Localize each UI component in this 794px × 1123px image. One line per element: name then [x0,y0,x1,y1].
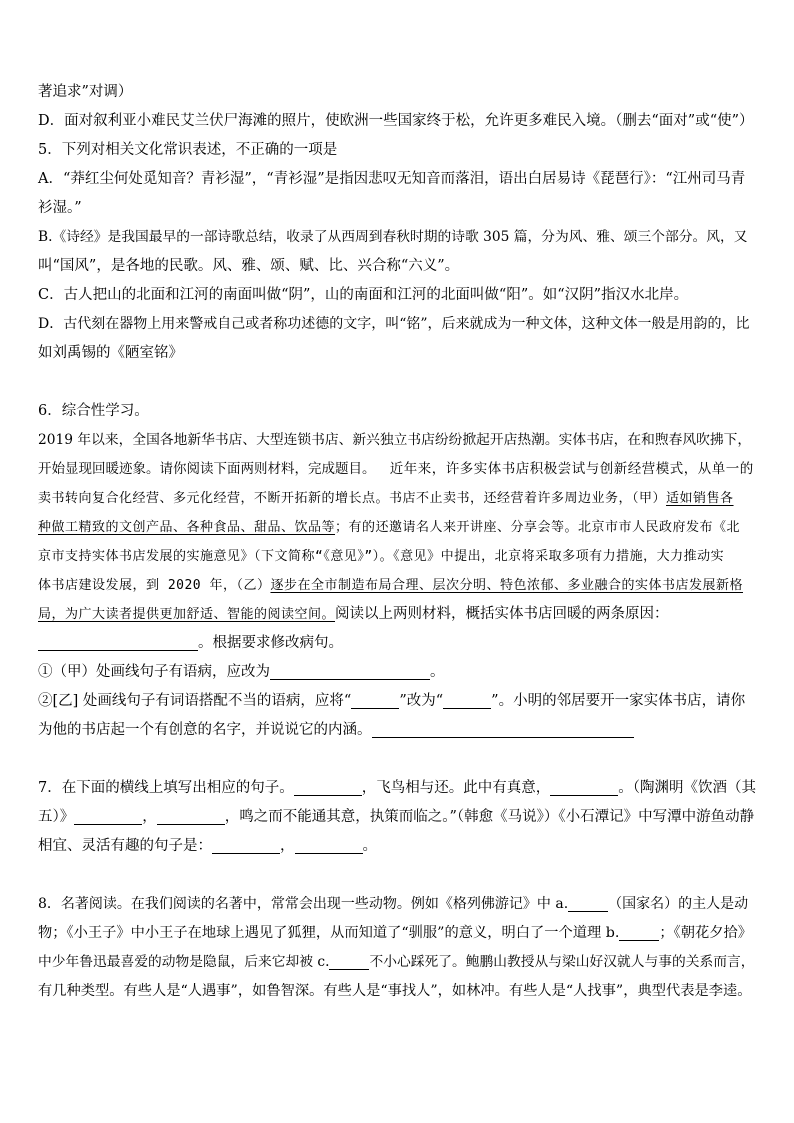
prompt-text: 中少年鲁迅最喜爱的动物是隐鼠，后来它却被 c. [38,954,330,970]
prompt-text: 阅读以上两则材料，概括实体书店回暖的两条原因： [335,606,669,622]
question-6-stem: 6．综合性学习。 [38,403,149,419]
question-8-line: 有几种类型。有些人是“人遇事”，如鲁智深。有些人是“事找人”，如林冲。有些人是“人找事”，典型代表是李逵。 [38,983,752,999]
prompt-text: 相宜、灵活有趣的句子是： [38,838,212,854]
prompt-text: 不小心踩死了。鲍鹏山教授从与梁山好汉就人与事的关系而言， [369,954,755,970]
prompt-text: ，飞鸟相与还。此中有真意， [361,780,551,796]
prompt-text: ；《朝花夕拾》 [659,925,753,941]
answer-blank[interactable] [38,634,198,651]
question-7-line [38,774,758,803]
answer-blank[interactable] [212,837,280,854]
question-7-stem: 7．在下面的横线上填写出相应的句子。 [38,780,294,796]
option-a-line: A．“莽红尘何处觅知音？青衫湿”，“青衫湿”是指因悲叹无知音而落泪，语出白居易诗《琵琶行》：“江州司马青 [38,171,746,187]
question-8-stem: 8．名著阅读。在我们阅读的名著中，常常会出现一些动物。例如《格列佛游记》中 a. [38,896,569,912]
prompt-text: 。 [362,838,377,854]
paragraph-text: 开始显现回暖迹象。请你阅读下面两则材料，完成题目。 [38,461,376,477]
answer-line [38,629,758,658]
material-line [38,513,758,542]
material-text: 卖书转向复合化经营、多元化经营，不断开拓新的增长点。书店不止卖书，还经营着许多周边业务，（甲） [38,491,667,506]
prompt-text: 五）》 [38,809,75,825]
prompt-text: ”。小明的邻居要开一家实体书店，请你 [491,693,746,709]
answer-blank[interactable] [294,779,362,796]
answer-blank[interactable] [443,692,491,709]
question-8-line [38,919,758,948]
material-line [38,484,758,513]
option-c-line: C．古人把山的北面和江河的南面叫做“阴”，山的南面和江河的北面叫做“阳”。如“汉阴”指汉水北岸。 [38,287,689,303]
question-7-line [38,803,758,832]
paragraph-line [38,455,758,484]
answer-line [38,716,758,745]
underlined-sentence-jia: 种做工精致的文创产品、各种食品、甜品、饮品等 [38,520,336,535]
prompt-text: 。（陶渊明《饮酒（其 [618,780,756,796]
answer-blank[interactable] [619,924,659,941]
option-d-line: D．面对叙利亚小难民艾兰伏尸海滩的照片，使欧洲一些国家终于松，允许更多难民入境。（删去“面对”或“使”） [38,113,754,129]
answer-blank[interactable] [372,721,634,738]
question-8-line [38,948,758,977]
prompt-text: （国家名）的主人是动 [608,896,749,912]
option-b-line: B.《诗经》是我国最早的一部诗歌总结，收录了从西周到春秋时期的诗歌 305 篇，分为风、雅、颂三个部分。风，又 [38,229,748,245]
option-d-line: 如刘禹锡的《陋室铭》 [38,345,183,361]
prompt-text: ”改为“ [399,693,444,709]
document-page [38,78,758,1006]
material-line [38,571,758,600]
answer-blank[interactable] [157,808,225,825]
material-text: ；有的还邀请名人来开讲座、分享会等。北京市市人民政府发布《北 [335,520,741,535]
question-5-stem: 5．下列对相关文化常识表述，不正确的一项是 [38,142,338,158]
material-text: 体书店建设发展，到 2020 年，（乙） [38,578,271,593]
prompt-text: 。 [430,664,445,680]
material-line [38,600,758,629]
prompt-text: ②[乙] 处画线句子有词语搭配不当的语病，应将“ [38,693,352,709]
answer-blank[interactable] [329,953,369,970]
option-d-line: D．古代刻在器物上用来警戒自己或者称功述德的文字，叫“铭”，后来就成为一种文体，这种文体一般是用韵的，比 [38,316,750,332]
answer-line [38,687,758,716]
answer-blank[interactable] [295,837,363,854]
answer-blank[interactable] [568,895,608,912]
prompt-text: ， [142,809,157,825]
option-b-line: 叫“国风”，是各地的民歌。风、雅、颂、赋、比、兴合称“六义”。 [38,258,460,274]
underlined-sentence-yi: 逐步在全市制造布局合理、层次分明、特色浓郁、多业融合的实体书店发展新格 [270,578,743,593]
prompt-text: ，鸣之而不能通其意，执策而临之。”（韩愈《马说》）《小石潭记》中写潭中游鱼动静 [224,809,755,825]
answer-line [38,658,758,687]
underlined-sentence-yi: 局，为广大读者提供更加舒适、智能的阅读空间。 [38,607,336,622]
material-text: 近年来，许多实体书店积极尝试与创新经营模式，从单一的 [389,461,754,477]
question-7-line [38,832,758,861]
option-a-line: 衫湿。” [38,200,82,216]
prompt-text: 为他的书店起一个有创意的名字，并说说它的内涵。 [38,722,372,738]
prompt-text: ①（甲）处画线句子有语病，应改为 [38,664,270,680]
answer-blank[interactable] [351,692,399,709]
underlined-sentence-jia: 适如销售各 [666,491,734,506]
paragraph-line: 2019 年以来，全国各地新华书店、大型连锁书店、新兴独立书店纷纷掀起开店热潮。实体书店，在和煦春风吹拂下， [38,432,752,448]
text-line: 著追求”对调） [38,84,133,100]
prompt-text: 。根据要求修改病句。 [198,635,343,651]
question-8-line [38,890,758,919]
material-line: 京市支持实体书店发展的实施意见》（下文简称“《意见》”）。《意见》中提出，北京将采取多项有力措施，大力推动实 [38,549,725,564]
answer-blank[interactable] [550,779,618,796]
prompt-text: ， [280,838,295,854]
prompt-text: 物；《小王子》中小王子在地球上遇见了狐狸，从而知道了“驯服”的意义，明白了一个道理 b. [38,925,620,941]
answer-blank[interactable] [270,663,430,680]
answer-blank[interactable] [74,808,142,825]
